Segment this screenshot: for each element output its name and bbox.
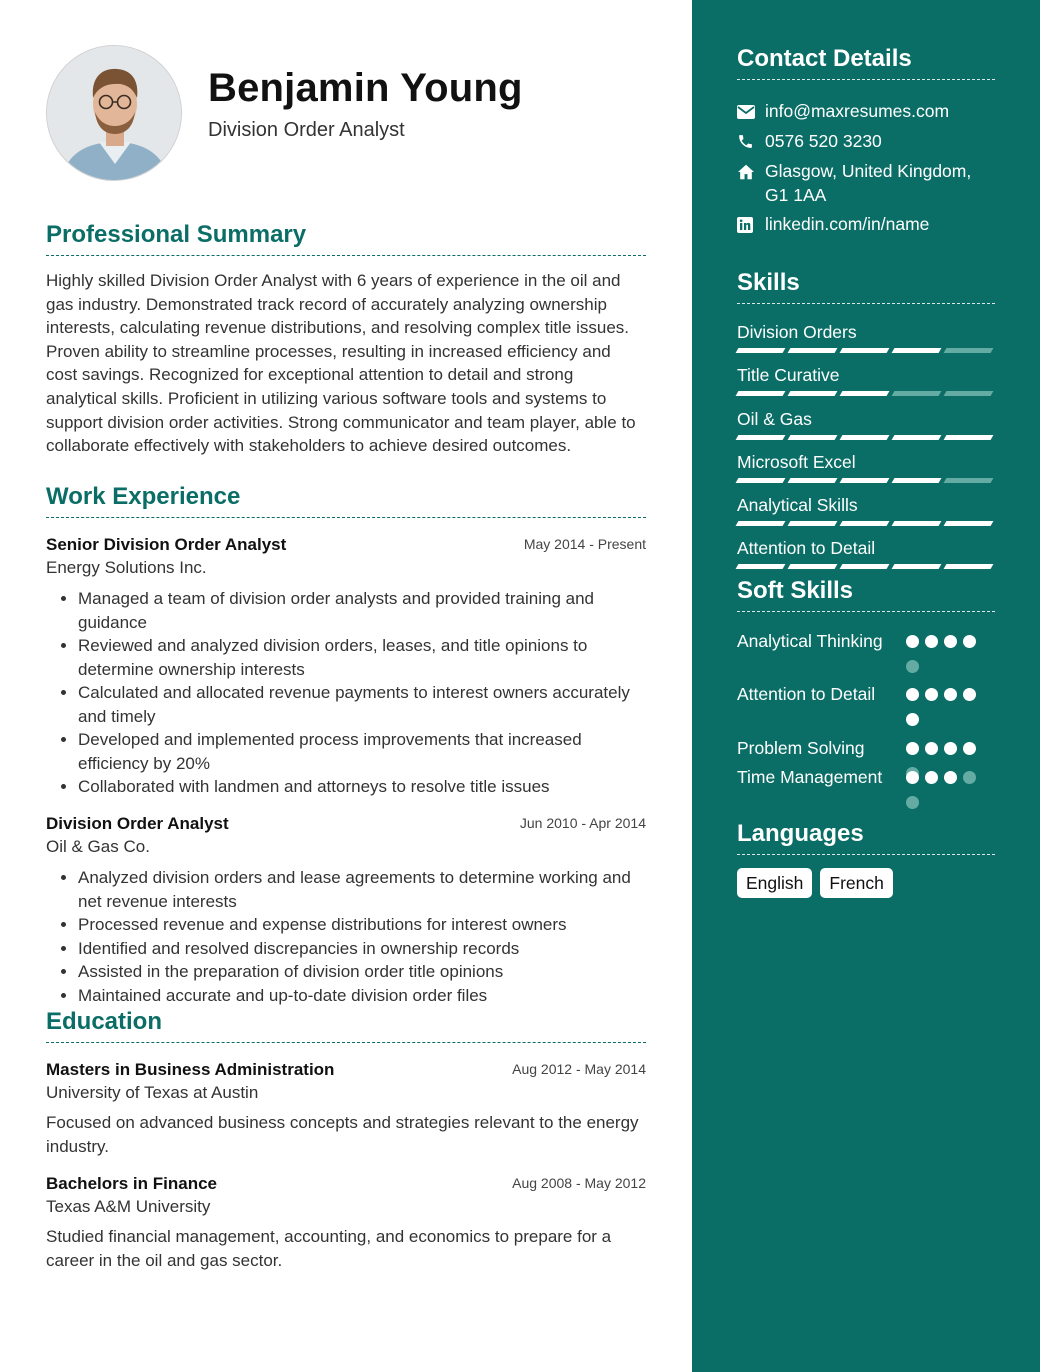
job-bullet: • Calculated and allocated revenue payments to interest owners accurately and timely — [78, 681, 646, 728]
contact-email — [737, 100, 995, 124]
skill-level-segment — [892, 478, 942, 483]
phone-icon — [737, 130, 765, 154]
rating-dot — [925, 635, 938, 648]
rating-dot — [963, 771, 976, 784]
job-bullet: • Managed a team of division order analysts and provided training and guidance — [78, 587, 646, 634]
skill-level-segment — [944, 391, 994, 396]
rating-dot — [963, 688, 976, 701]
skill-level-segment — [944, 435, 994, 440]
languages-list — [737, 868, 893, 898]
skill-name: Microsoft Excel — [737, 452, 856, 472]
education-description: Focused on advanced business concepts and strategies relevant to the energy industry. — [46, 1113, 639, 1156]
job-bullet: • Processed revenue and expense distributions for interest owners — [78, 913, 646, 937]
skill-level-segment — [788, 391, 838, 396]
section-title-languages: Languages — [737, 820, 995, 855]
home-icon — [737, 160, 765, 184]
skill-level-segment — [892, 435, 942, 440]
skill-level-bar — [737, 478, 995, 483]
skill-level-segment — [736, 348, 786, 353]
skill-level-bar — [737, 521, 995, 526]
skill-level-bar — [737, 564, 995, 569]
job-entry — [46, 813, 646, 1007]
job-date: Jun 2010 - Apr 2014 — [519, 815, 646, 831]
job-bullet: • Assisted in the preparation of division order title opinions — [78, 960, 646, 984]
sidebar — [692, 0, 1040, 1372]
job-bullet: • Analyzed division orders and lease agreements to determine working and net revenue interests — [78, 866, 646, 913]
section-title-experience: Work Experience — [46, 483, 646, 518]
contact-phone — [737, 130, 995, 154]
soft-skill-name: Attention to Detail — [737, 684, 876, 704]
education-date: Aug 2012 - May 2014 — [512, 1061, 646, 1077]
education-entry — [46, 1173, 646, 1272]
rating-dot — [906, 742, 919, 755]
education-degree: Masters in Business Administration — [46, 1060, 335, 1079]
skill-level-segment — [944, 348, 994, 353]
address-text: Glasgow, United Kingdom, G1 1AA — [765, 161, 972, 205]
rating-dot — [906, 771, 919, 784]
rating-dot — [963, 635, 976, 648]
skill-level-segment — [944, 564, 994, 569]
soft-skill-rating — [906, 688, 986, 726]
skill-level-segment — [788, 521, 838, 526]
profile-photo — [46, 45, 182, 181]
skill-item — [737, 408, 995, 440]
soft-skill-name: Problem Solving — [737, 738, 865, 758]
skill-level-segment — [840, 435, 890, 440]
skill-level-segment — [840, 521, 890, 526]
skill-level-segment — [788, 348, 838, 353]
job-bullet: • Maintained accurate and up-to-date division order files — [78, 984, 646, 1008]
job-entry — [46, 534, 646, 799]
skill-level-segment — [840, 348, 890, 353]
section-title-contact: Contact Details — [737, 45, 995, 80]
candidate-name: Benjamin Young — [208, 66, 523, 110]
section-title-summary: Professional Summary — [46, 221, 646, 256]
job-role: Senior Division Order Analyst — [46, 535, 287, 554]
contact-linkedin — [737, 213, 995, 237]
skill-item — [737, 451, 995, 483]
education-entry — [46, 1059, 646, 1158]
skill-level-segment — [892, 348, 942, 353]
skill-item — [737, 537, 995, 569]
education-degree: Bachelors in Finance — [46, 1174, 217, 1193]
skill-level-segment — [840, 564, 890, 569]
section-title-education: Education — [46, 1008, 646, 1043]
linkedin-icon — [737, 213, 765, 237]
skill-item — [737, 364, 995, 396]
rating-dot — [906, 635, 919, 648]
skill-name: Attention to Detail — [737, 538, 876, 558]
skill-level-segment — [736, 391, 786, 396]
candidate-job-title: Division Order Analyst — [208, 119, 405, 141]
rating-dot — [925, 771, 938, 784]
skill-level-segment — [944, 521, 994, 526]
job-bullet: • Identified and resolved discrepancies in ownership records — [78, 937, 646, 961]
job-bullet: • Collaborated with landmen and attorneys to resolve title issues — [78, 775, 646, 799]
rating-dot — [925, 688, 938, 701]
skill-level-bar — [737, 348, 995, 353]
section-title-soft-skills: Soft Skills — [737, 577, 995, 612]
job-bullet-list — [46, 866, 646, 1007]
language-tag: English — [737, 868, 812, 898]
skill-level-segment — [736, 521, 786, 526]
job-bullet-list — [46, 587, 646, 799]
skill-item — [737, 494, 995, 526]
skill-level-segment — [736, 435, 786, 440]
skill-name: Division Orders — [737, 322, 857, 342]
skill-level-bar — [737, 435, 995, 440]
rating-dot — [906, 713, 919, 726]
profile-photo-illustration — [47, 46, 182, 181]
job-bullet: • Reviewed and analyzed division orders, leases, and title opinions to determine ownership interests — [78, 634, 646, 681]
skill-level-segment — [736, 564, 786, 569]
summary-text: Highly skilled Division Order Analyst with 6 years of experience in the oil and gas industry. Demonstrated track record of accurately analyzing ownership interests, calculating revenue distributions, and resolving complex title issues. Proven ability to streamline processes, resulting in increased efficiency and cost savings. Recognized for exceptional attention to detail and strong analytical skills. Proficient in utilizing various software tools and systems to support division order activities. Strong communicator and team player, able to collaborate effectively with stakeholders to achieve desired outcomes. — [46, 271, 636, 456]
job-role: Division Order Analyst — [46, 814, 229, 833]
skill-level-segment — [944, 478, 994, 483]
skill-level-segment — [892, 521, 942, 526]
skill-level-segment — [788, 564, 838, 569]
skill-name: Analytical Skills — [737, 495, 858, 515]
envelope-icon — [737, 100, 765, 124]
section-title-skills: Skills — [737, 269, 995, 304]
skill-level-segment — [892, 391, 942, 396]
job-date: May 2014 - Present — [523, 536, 646, 552]
rating-dot — [944, 635, 957, 648]
phone-number[interactable]: 0576 520 3230 — [765, 131, 882, 151]
skill-level-segment — [840, 391, 890, 396]
soft-skill-name: Analytical Thinking — [737, 631, 883, 651]
rating-dot — [925, 742, 938, 755]
linkedin-link[interactable]: linkedin.com/in/name — [765, 214, 930, 234]
skill-level-segment — [788, 478, 838, 483]
language-tag: French — [820, 868, 892, 898]
skill-level-bar — [737, 391, 995, 396]
skill-level-segment — [788, 435, 838, 440]
rating-dot — [906, 796, 919, 809]
soft-skill-name: Time Management — [737, 767, 883, 787]
skill-item — [737, 321, 995, 353]
job-company: Energy Solutions Inc. — [46, 558, 207, 577]
soft-skill-rating — [906, 771, 986, 809]
education-school: Texas A&M University — [46, 1197, 211, 1216]
rating-dot — [963, 742, 976, 755]
education-date: Aug 2008 - May 2012 — [512, 1175, 646, 1191]
skill-name: Oil & Gas — [737, 409, 812, 429]
education-school: University of Texas at Austin — [46, 1083, 259, 1102]
rating-dot — [944, 771, 957, 784]
job-company: Oil & Gas Co. — [46, 837, 150, 856]
rating-dot — [906, 660, 919, 673]
skill-name: Title Curative — [737, 365, 840, 385]
job-bullet: • Developed and implemented process improvements that increased efficiency by 20% — [78, 728, 646, 775]
soft-skill-rating — [906, 635, 986, 673]
rating-dot — [944, 742, 957, 755]
skill-level-segment — [840, 478, 890, 483]
email-link[interactable]: info@maxresumes.com — [765, 101, 950, 121]
rating-dot — [906, 688, 919, 701]
skill-level-segment — [736, 478, 786, 483]
rating-dot — [944, 688, 957, 701]
education-description: Studied financial management, accounting, and economics to prepare for a career in the oil and gas sector. — [46, 1227, 612, 1270]
skill-level-segment — [892, 564, 942, 569]
contact-address — [737, 160, 995, 207]
